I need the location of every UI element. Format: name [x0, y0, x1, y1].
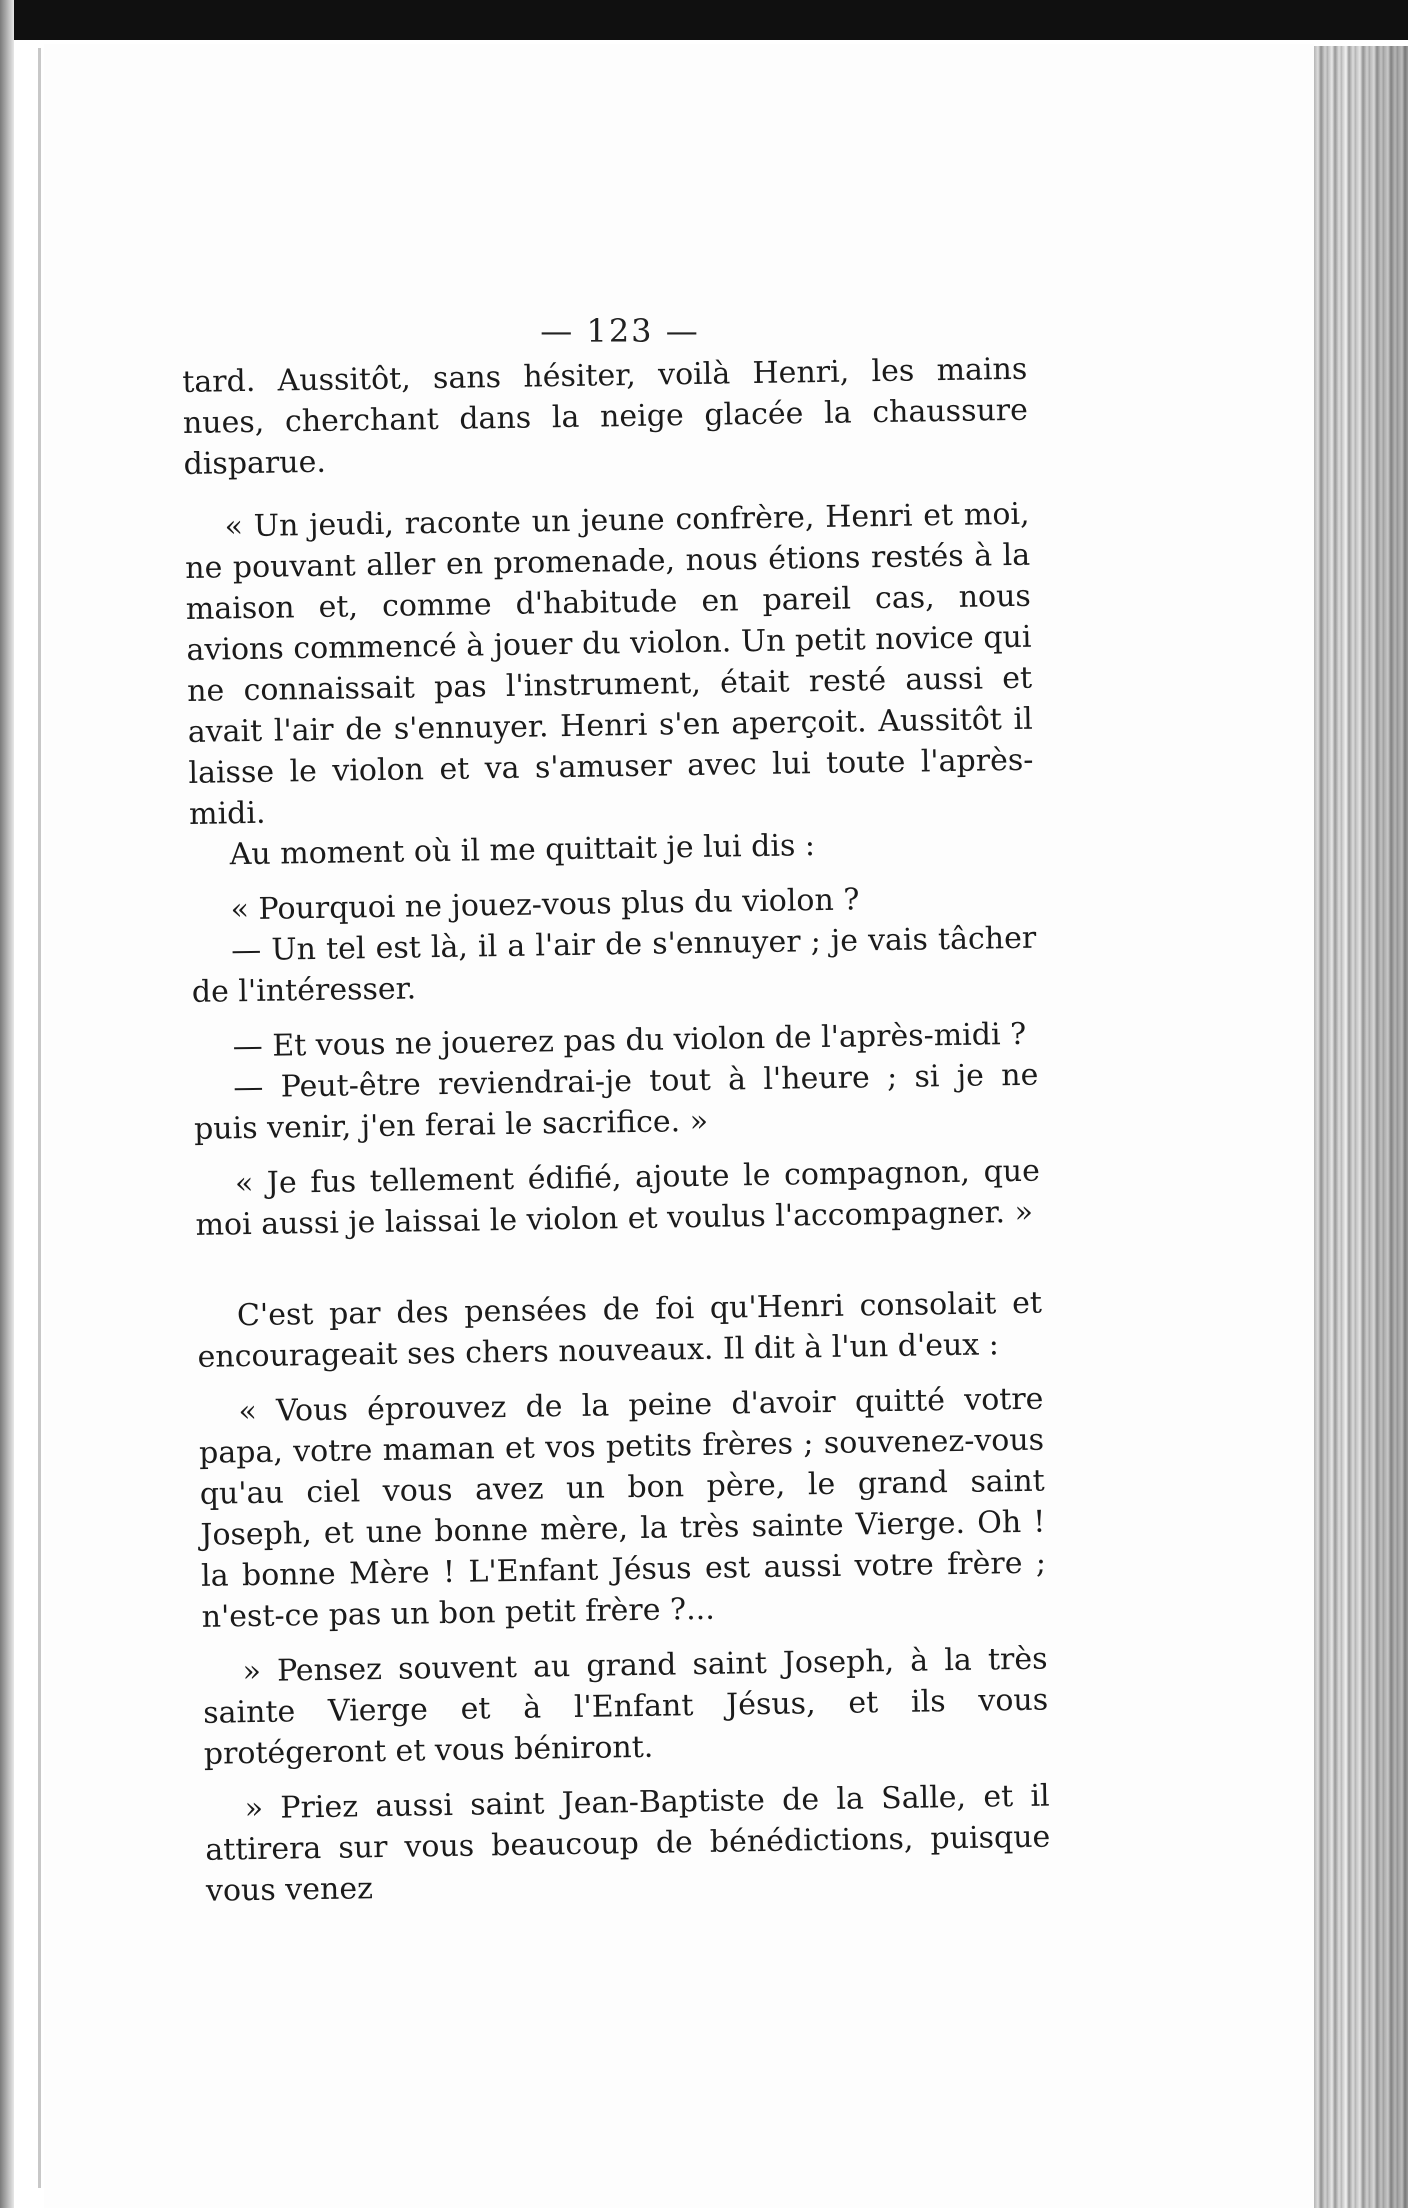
paragraph-consolation: C'est par des pensées de foi qu'Henri consolait et encourageait ses chers nouveaux. Il dit à l'un d'eux :: [197, 1285, 1043, 1375]
paragraph-letter-quote: » Priez aussi saint Jean-Baptiste de la Salle, et il attirera sur vous beaucoup de bénédictions, puisque vous venez: [205, 1778, 1051, 1909]
paragraph-dialogue-intro: Au moment où il me quittait je lui dis :: [229, 828, 816, 873]
paragraph-companion-quote: « Je fus tellement édifié, ajoute le compagnon, que moi aussi je laissai le violon et voulus l'accompagner. »: [195, 1153, 1041, 1243]
paragraph-letter-quote: « Vous éprouvez de la peine d'avoir quitté votre papa, votre maman et vos petits frères ; souvenez-vous qu'au ciel vous avez un bon père, le grand saint Joseph, et une bonne mère, la très sainte Vierge. Oh ! la bonne Mère ! L'Enfant Jésus est aussi votre frère ; n'est-ce pas un bon petit frère ?...: [198, 1381, 1047, 1635]
dialogue-line: « Pourquoi ne jouez-vous plus du violon ?: [230, 882, 860, 928]
page-number: — 123 —: [540, 312, 700, 350]
facing-page-edge: [38, 48, 41, 2188]
paragraph-continuation: tard. Aussitôt, sans hésiter, voilà Henri, les mains nues, cherchant dans la neige glacée la chaussure disparue.: [182, 351, 1029, 482]
scan-border-top: [0, 0, 1408, 40]
page-text: [182, 349, 1051, 1912]
paragraph-letter-quote: » Pensez souvent au grand saint Joseph, à la très sainte Vierge et à l'Enfant Jésus, et ils vous protégeront et vous béniront.: [202, 1641, 1049, 1772]
dialogue-line: — Peut-être reviendrai-je tout à l'heure ; si je ne puis venir, j'en ferai le sacrifice. »: [193, 1057, 1039, 1147]
page-edges-shadow: [1314, 46, 1408, 2208]
scan-border-left: [0, 0, 14, 2208]
dialogue-line: — Un tel est là, il a l'air de s'ennuyer ; je vais tâcher de l'intéresser.: [191, 920, 1037, 1010]
paragraph-anecdote-violin: « Un jeudi, raconte un jeune confrère, Henri et moi, ne pouvant aller en promenade, nous étions restés à la maison et, comme d'habitude en pareil cas, nous avions commencé à jouer du violon. Un petit novice qui ne connaissait pas l'instrument, était resté aussi et avait l'air de s'ennuyer. Henri s'en aperçoit. Aussitôt il laisse le violon et va s'amuser avec lui toute l'après-midi.: [184, 496, 1034, 832]
dialogue-line: — Et vous ne jouerez pas du violon de l'après-midi ?: [232, 1016, 1027, 1065]
